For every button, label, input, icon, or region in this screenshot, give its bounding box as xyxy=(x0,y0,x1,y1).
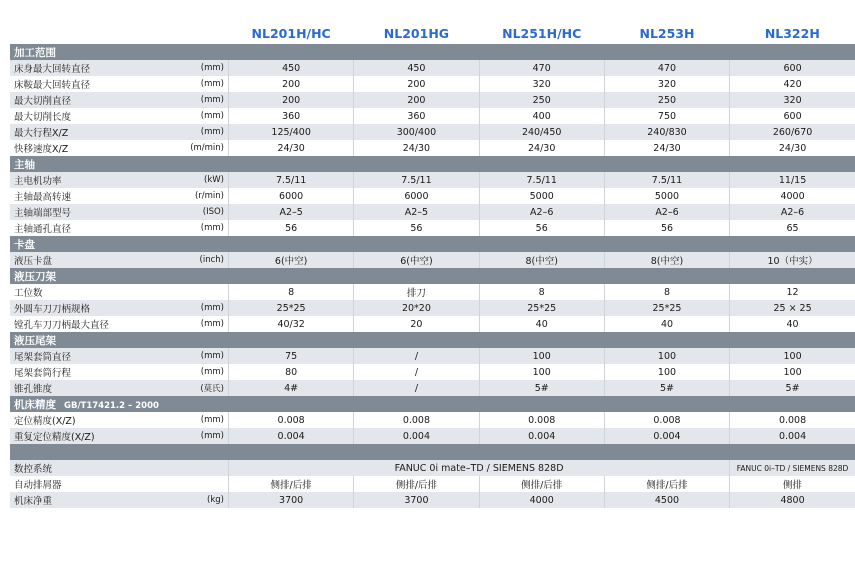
spec-value: 750 xyxy=(604,108,729,124)
spec-value: 100 xyxy=(479,364,604,380)
spec-value: 320 xyxy=(730,92,855,108)
spec-value: 470 xyxy=(604,60,729,76)
spec-name: 最大切削长度 xyxy=(10,108,178,124)
spec-unit: (ISO) xyxy=(178,204,228,220)
spec-value: 0.004 xyxy=(354,428,479,444)
header-blank xyxy=(178,22,228,44)
spec-value: 40 xyxy=(730,316,855,332)
spec-value: 0.008 xyxy=(730,412,855,428)
spec-value: 25*25 xyxy=(604,300,729,316)
model-header: NL322H xyxy=(730,22,855,44)
spec-value: 450 xyxy=(354,60,479,76)
table-row xyxy=(10,316,855,332)
spec-value: 8 xyxy=(229,284,354,300)
table-row xyxy=(10,428,855,444)
spec-value: 0.004 xyxy=(730,428,855,444)
spec-unit: (r/min) xyxy=(178,188,228,204)
spec-name: 工位数 xyxy=(10,284,178,300)
spec-value: 320 xyxy=(604,76,729,92)
spec-value: 24/30 xyxy=(604,140,729,156)
spec-name: 主轴通孔直径 xyxy=(10,220,178,236)
spec-unit: (mm) xyxy=(178,220,228,236)
spec-value: 0.004 xyxy=(479,428,604,444)
table-row xyxy=(10,60,855,76)
section-title xyxy=(10,156,855,172)
spec-value: 24/30 xyxy=(229,140,354,156)
table-row xyxy=(10,492,855,508)
spec-value: 侧排/后排 xyxy=(479,476,604,492)
spec-value: / xyxy=(354,364,479,380)
cnc-system-value: FANUC 0i mate–TD / SIEMENS 828D xyxy=(229,460,730,476)
spec-value: 0.008 xyxy=(229,412,354,428)
spec-value: 200 xyxy=(354,92,479,108)
spec-unit: (m/min) xyxy=(178,140,228,156)
spec-name: 自动排屑器 xyxy=(10,476,178,492)
table-row xyxy=(10,412,855,428)
spec-name: 最大行程X/Z xyxy=(10,124,178,140)
spec-value: 300/400 xyxy=(354,124,479,140)
spec-value: 5000 xyxy=(479,188,604,204)
table-row xyxy=(10,284,855,300)
section-divider xyxy=(10,444,855,460)
section-header xyxy=(10,332,855,348)
spec-name: 主轴最高转速 xyxy=(10,188,178,204)
spec-name: 定位精度(X/Z) xyxy=(10,412,178,428)
spec-unit: (mm) xyxy=(178,364,228,380)
spec-unit: (mm) xyxy=(178,300,228,316)
spec-value: A2–6 xyxy=(730,204,855,220)
table-row xyxy=(10,252,855,268)
table-row xyxy=(10,76,855,92)
spec-unit: (mm) xyxy=(178,316,228,332)
spec-value: 600 xyxy=(730,60,855,76)
spec-value: 200 xyxy=(229,92,354,108)
spec-value: 25 × 25 xyxy=(730,300,855,316)
spec-value: 40 xyxy=(479,316,604,332)
table-row xyxy=(10,204,855,220)
spec-value: 4000 xyxy=(479,492,604,508)
spec-value: 25*25 xyxy=(229,300,354,316)
spec-name: 快移速度X/Z xyxy=(10,140,178,156)
table-row xyxy=(10,172,855,188)
section-title xyxy=(10,236,855,252)
divider-bar xyxy=(10,444,855,460)
section-header xyxy=(10,268,855,284)
spec-value: 240/450 xyxy=(479,124,604,140)
spec-value: 8 xyxy=(604,284,729,300)
model-header: NL251H/HC xyxy=(479,22,604,44)
spec-value: 40 xyxy=(604,316,729,332)
spec-value: 25*25 xyxy=(479,300,604,316)
spec-value: 3700 xyxy=(229,492,354,508)
spec-value: 260/670 xyxy=(730,124,855,140)
section-title-text: 加工范围 xyxy=(14,46,56,59)
spec-value: 450 xyxy=(229,60,354,76)
section-header xyxy=(10,236,855,252)
spec-unit: (mm) xyxy=(178,60,228,76)
spec-value: 100 xyxy=(730,348,855,364)
spec-value: 8 xyxy=(479,284,604,300)
spec-unit: (mm) xyxy=(178,76,228,92)
table-row xyxy=(10,220,855,236)
spec-unit xyxy=(178,284,228,300)
section-title-text: 卡盘 xyxy=(14,238,35,251)
spec-value: 6000 xyxy=(354,188,479,204)
table-row xyxy=(10,460,855,476)
spec-value: 56 xyxy=(229,220,354,236)
section-title-text: 机床精度 xyxy=(14,398,56,411)
spec-value: 75 xyxy=(229,348,354,364)
section-title-text: 液压尾架 xyxy=(14,334,56,347)
spec-unit: (mm) xyxy=(178,108,228,124)
spec-unit: (mm) xyxy=(178,412,228,428)
spec-value: 4800 xyxy=(730,492,855,508)
spec-value: 侧排/后排 xyxy=(229,476,354,492)
table-row xyxy=(10,300,855,316)
spec-unit: (inch) xyxy=(178,252,228,268)
spec-value: 4000 xyxy=(730,188,855,204)
table-row xyxy=(10,364,855,380)
table-row xyxy=(10,380,855,396)
spec-value: 侧排 xyxy=(730,476,855,492)
spec-value: 6000 xyxy=(229,188,354,204)
spec-unit: (kg) xyxy=(178,492,228,508)
spec-value: 12 xyxy=(730,284,855,300)
spec-value: 3700 xyxy=(354,492,479,508)
spec-value: A2–6 xyxy=(479,204,604,220)
spec-value: 4500 xyxy=(604,492,729,508)
spec-name: 外圆车刀刀柄规格 xyxy=(10,300,178,316)
table-row xyxy=(10,124,855,140)
spec-value: 200 xyxy=(229,76,354,92)
spec-value: 6(中空) xyxy=(354,252,479,268)
spec-value: / xyxy=(354,380,479,396)
spec-name: 液压卡盘 xyxy=(10,252,178,268)
spec-value: 5# xyxy=(604,380,729,396)
table-row xyxy=(10,188,855,204)
section-title-text: 主轴 xyxy=(14,158,35,171)
spec-value: 100 xyxy=(730,364,855,380)
spec-unit: (mm) xyxy=(178,92,228,108)
section-header xyxy=(10,44,855,60)
section-title xyxy=(10,268,855,284)
table-row xyxy=(10,140,855,156)
model-header: NL201H/HC xyxy=(229,22,354,44)
spec-value: 6(中空) xyxy=(229,252,354,268)
spec-value: 24/30 xyxy=(354,140,479,156)
model-header: NL201HG xyxy=(354,22,479,44)
spec-value: 7.5/11 xyxy=(354,172,479,188)
spec-name: 数控系统 xyxy=(10,460,178,476)
section-title-text: 液压刀架 xyxy=(14,270,56,283)
spec-value: 100 xyxy=(604,364,729,380)
spec-name: 主电机功率 xyxy=(10,172,178,188)
spec-unit: (mm) xyxy=(178,348,228,364)
table-row xyxy=(10,92,855,108)
spec-table xyxy=(10,22,855,508)
spec-name: 最大切削直径 xyxy=(10,92,178,108)
spec-unit: (莫氏) xyxy=(178,380,228,396)
spec-value: 20*20 xyxy=(354,300,479,316)
spec-value: 24/30 xyxy=(479,140,604,156)
spec-value: 56 xyxy=(479,220,604,236)
spec-name: 尾架套筒直径 xyxy=(10,348,178,364)
spec-value: 7.5/11 xyxy=(479,172,604,188)
spec-value: A2–5 xyxy=(229,204,354,220)
spec-value: 65 xyxy=(730,220,855,236)
spec-value: 0.004 xyxy=(604,428,729,444)
spec-name: 机床净重 xyxy=(10,492,178,508)
spec-value: 24/30 xyxy=(730,140,855,156)
spec-name: 床鞍最大回转直径 xyxy=(10,76,178,92)
spec-value: 360 xyxy=(229,108,354,124)
cnc-system-value-alt: FANUC 0i–TD / SIEMENS 828D xyxy=(730,460,855,476)
spec-value: 250 xyxy=(604,92,729,108)
spec-value: 10（中实） xyxy=(730,252,855,268)
spec-unit xyxy=(178,476,228,492)
spec-unit: (mm) xyxy=(178,124,228,140)
spec-value: 40/32 xyxy=(229,316,354,332)
section-title xyxy=(10,396,855,412)
spec-value: 8(中空) xyxy=(479,252,604,268)
spec-value: 0.004 xyxy=(229,428,354,444)
spec-name: 尾架套筒行程 xyxy=(10,364,178,380)
model-header-row xyxy=(10,22,855,44)
spec-unit xyxy=(178,460,228,476)
spec-value: 侧排/后排 xyxy=(354,476,479,492)
spec-value: 20 xyxy=(354,316,479,332)
spec-value: 排刀 xyxy=(354,284,479,300)
section-title xyxy=(10,44,855,60)
spec-value: 0.008 xyxy=(479,412,604,428)
spec-unit: (mm) xyxy=(178,428,228,444)
spec-value: 200 xyxy=(354,76,479,92)
spec-name: 镗孔车刀刀柄最大直径 xyxy=(10,316,178,332)
spec-value: 侧排/后排 xyxy=(604,476,729,492)
spec-value: 360 xyxy=(354,108,479,124)
table-row xyxy=(10,108,855,124)
spec-value: 420 xyxy=(730,76,855,92)
spec-name: 主轴端部型号 xyxy=(10,204,178,220)
spec-value: A2–5 xyxy=(354,204,479,220)
spec-name: 重复定位精度(X/Z) xyxy=(10,428,178,444)
header-blank xyxy=(10,22,178,44)
spec-value: 240/830 xyxy=(604,124,729,140)
spec-value: 56 xyxy=(604,220,729,236)
spec-unit: (kW) xyxy=(178,172,228,188)
spec-value: 4# xyxy=(229,380,354,396)
spec-name: 床身最大回转直径 xyxy=(10,60,178,76)
spec-value: 5000 xyxy=(604,188,729,204)
spec-value: 56 xyxy=(354,220,479,236)
spec-value: 125/400 xyxy=(229,124,354,140)
spec-value: 250 xyxy=(479,92,604,108)
model-header: NL253H xyxy=(604,22,729,44)
spec-value: 0.008 xyxy=(354,412,479,428)
section-header xyxy=(10,396,855,412)
spec-value: 0.008 xyxy=(604,412,729,428)
spec-value: 11/15 xyxy=(730,172,855,188)
spec-value: 470 xyxy=(479,60,604,76)
spec-value: 100 xyxy=(479,348,604,364)
spec-value: / xyxy=(354,348,479,364)
spec-value: 600 xyxy=(730,108,855,124)
table-row xyxy=(10,348,855,364)
table-row xyxy=(10,476,855,492)
section-title xyxy=(10,332,855,348)
spec-name: 锥孔锥度 xyxy=(10,380,178,396)
spec-value: 7.5/11 xyxy=(229,172,354,188)
section-subtitle: GB/T17421.2 – 2000 xyxy=(64,400,159,411)
spec-value: A2–6 xyxy=(604,204,729,220)
spec-value: 7.5/11 xyxy=(604,172,729,188)
section-header xyxy=(10,156,855,172)
spec-value: 400 xyxy=(479,108,604,124)
spec-value: 8(中空) xyxy=(604,252,729,268)
spec-value: 5# xyxy=(730,380,855,396)
spec-value: 5# xyxy=(479,380,604,396)
spec-value: 80 xyxy=(229,364,354,380)
spec-value: 100 xyxy=(604,348,729,364)
spec-value: 320 xyxy=(479,76,604,92)
